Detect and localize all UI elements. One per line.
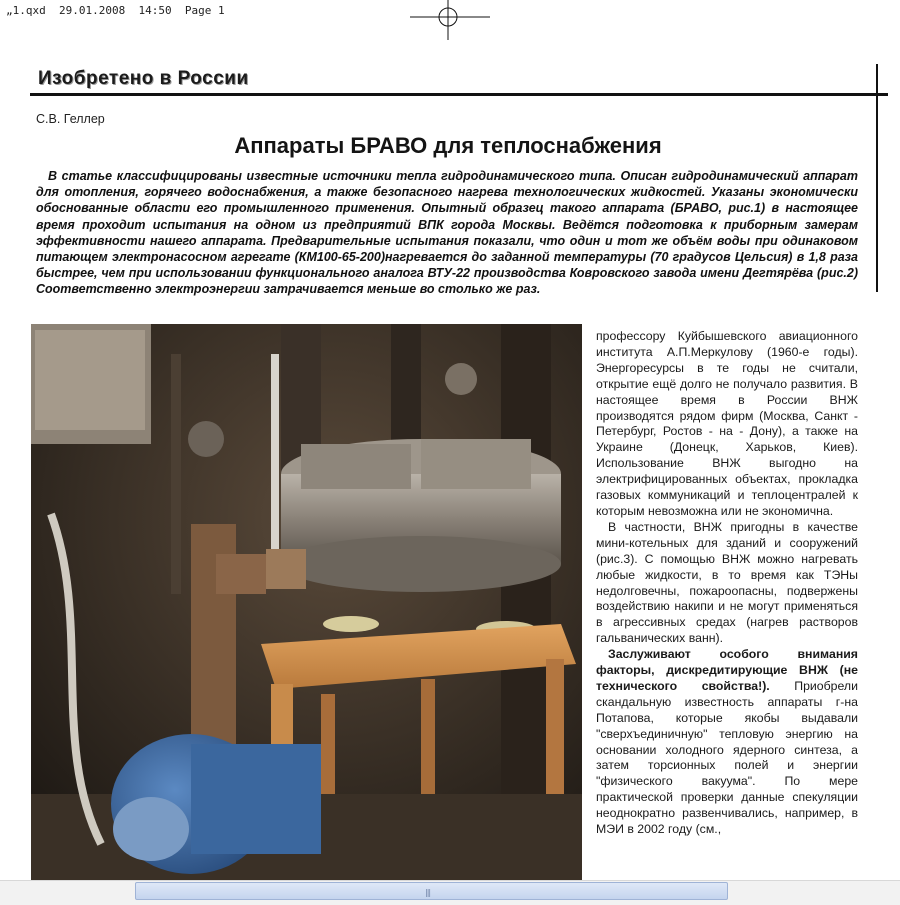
scrollbar-grip-icon: ||| [425,888,431,897]
paragraph: В частности, ВНЖ пригодны в качестве мини-котельных для зданий и сооружений (рис.3). С помощью ВНЖ можно нагревать любые жидкости, в то время как ТЭНы недолговечны, пожароопасны, подвержены воздействию накипи и не могут применяться в агрессивных средах (нагрев растворов гальванических ванн). [596,519,858,646]
article-title: Аппараты БРАВО для теплоснабжения [234,133,662,158]
apparatus-photo [31,324,582,880]
paragraph-lead: Заслуживают особого внимания факторы, дискредитирующие ВНЖ (не технического свойства!). [596,647,858,693]
paragraph-rest: Приобрели скандальную известность аппараты г-на Потапова, которые якобы выдавали "сверхъединичную" тепловую энергию на основании холодного ядерного синтеза, а затем торсионных полей и энергии "физического вакуума". По мере практической проверки данные спекуляции неоднократно развенчивались, например, в МЭИ в 2002 году (см., [596,678,858,837]
margin-rule [876,64,878,292]
slug-time: 14:50 [138,4,172,17]
author-name: С.В. Геллер [36,112,105,126]
scrollbar-thumb[interactable] [135,882,728,900]
section-title: Изобретено в России [38,68,249,89]
slug-page: Page 1 [184,4,225,17]
paragraph: профессору Куйбышевского авиационного института А.П.Меркулову (1960-е годы). Энергоресурсы в те годы не считали, открытие ещё долго не получало развития. В настоящее время в России ВНЖ производятся рядом фирм (Москва, Санкт - Петербург, Ростов - на - Дону), а также на Украине (Донецк, Харьков, Киев). Использование ВНЖ выгодно на электрифицированных объектах, прокладка газовых коммуникаций и теплоцентралей к которым невозможна или не экономична. [596,329,858,518]
file-slug [6,4,225,17]
section-divider [30,93,888,96]
slug-file: „1.qxd [6,4,46,17]
abstract: В статье классифицированы известные источники тепла гидродинамического типа. Описан гидродинамический аппарат для отопления, горячего водоснабжения, а также безопасного нагрева технологических жидкостей. Указаны экономически обоснованные области его промышленного применения. Опытный образец такого аппарата (БРАВО, рис.1) в настоящее время проходит испытания на одном из предприятий ВПК города Москвы. Ведётся подготовка к приборным замерам эффективности нашего аппарата. Предварительные испытания показали, что один и тот же объём воды при одинаковом питающем электронасосном агрегате (КМ100-65-200)нагревается до заданной температуры (70 градусов Цельсия) в 1,8 раза быстрее, чем при использовании функционального аналога ВТУ-22 производства Ковровского завода имени Дегтярёва (рис.2) Соответственно электроэнергии затрачивается меньше во столько же раз. [36,169,858,297]
paragraph [596,647,858,838]
body-column [596,329,858,838]
registration-mark-icon [410,0,490,40]
slug-date: 29.01.2008 [59,4,126,17]
